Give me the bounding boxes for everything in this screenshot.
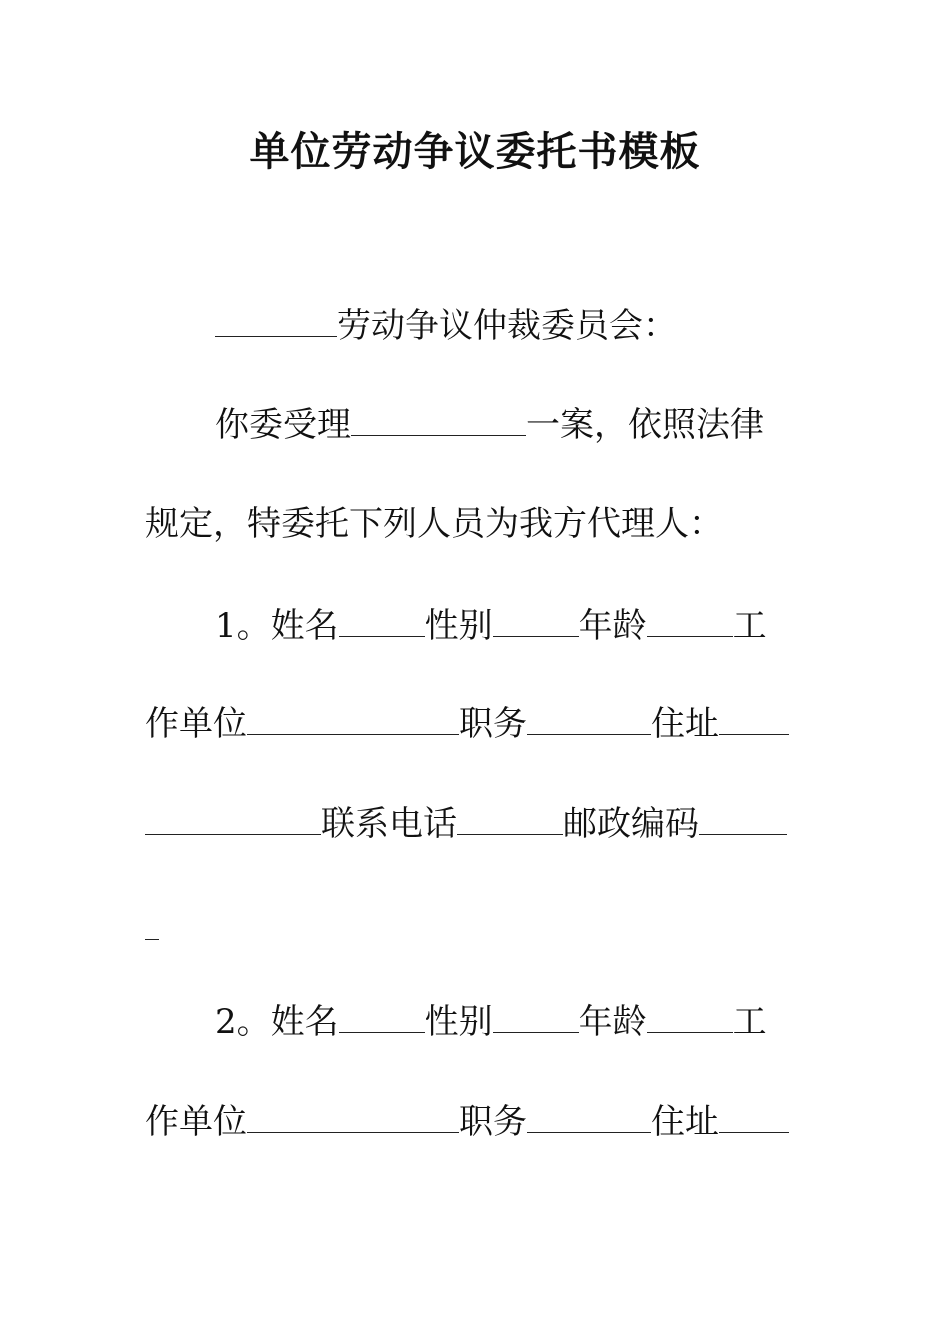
agent-2-work-blank[interactable] [247,1102,459,1133]
agent-2-number: 2。 [215,1002,271,1042]
agent-1-line-4 [145,905,159,953]
agent-1-line-2 [145,700,789,748]
intro-line-2 [145,500,723,548]
agent-2-address-blank[interactable] [719,1102,789,1133]
agent-2-address-label: 住址 [651,1102,719,1142]
agent-1-gender-label: 性别 [424,606,493,646]
agent-1-work-blank[interactable] [247,704,459,735]
agent-1-address-label: 住址 [651,704,719,744]
agent-1-position-label: 职务 [459,704,527,744]
intro-text-a: 你委受理 [215,405,351,445]
agent-1-age-label: 年龄 [578,606,647,646]
agent-1-position-blank[interactable] [527,704,651,735]
agent-2-work-label-1: 工 [732,1002,767,1042]
agent-1-number: 1。 [215,606,271,646]
agent-2-name-blank[interactable] [339,1002,425,1033]
agent-2-position-blank[interactable] [527,1102,651,1133]
intro-line-1 [215,401,764,449]
agent-2-age-blank[interactable] [647,1002,733,1033]
addressee-line [215,302,677,350]
agent-1-address-blank-cont[interactable] [145,804,321,835]
case-blank[interactable] [351,405,526,436]
agent-1-age-blank[interactable] [647,606,733,637]
agent-2-gender-blank[interactable] [493,1002,579,1033]
agent-1-postcode-blank[interactable] [699,804,787,835]
agent-2-position-label: 职务 [459,1102,527,1142]
agent-1-phone-label: 联系电话 [321,804,457,844]
document-title: 单位劳动争议委托书模板 [249,128,701,175]
arbitration-committee-blank[interactable] [215,306,337,337]
agent-1-postcode-label: 邮政编码 [563,804,699,844]
agent-1-work-label-2: 作单位 [145,704,247,744]
agent-2-line-2 [145,1098,789,1146]
agent-1-gender-blank[interactable] [493,606,579,637]
agent-2-gender-label: 性别 [424,1002,493,1042]
agent-1-phone-blank[interactable] [457,804,563,835]
agent-1-name-label: 姓名 [270,606,339,646]
agent-1-postcode-blank-cont[interactable] [145,909,159,940]
agent-2-line-1 [215,998,767,1046]
agent-1-line-1 [215,602,767,650]
intro-text-2: 规定，特委托下列人员为我方代理人： [145,504,723,544]
agent-2-name-label: 姓名 [270,1002,339,1042]
intro-text-b: 一案，依照法律 [526,405,764,445]
agent-2-age-label: 年龄 [578,1002,647,1042]
agent-1-address-blank[interactable] [719,704,789,735]
addressee-suffix: 劳动争议仲裁委员会： [337,306,677,346]
agent-2-work-label-2: 作单位 [145,1102,247,1142]
agent-1-line-3 [145,800,787,848]
agent-1-name-blank[interactable] [339,606,425,637]
agent-1-work-label-1: 工 [732,606,767,646]
